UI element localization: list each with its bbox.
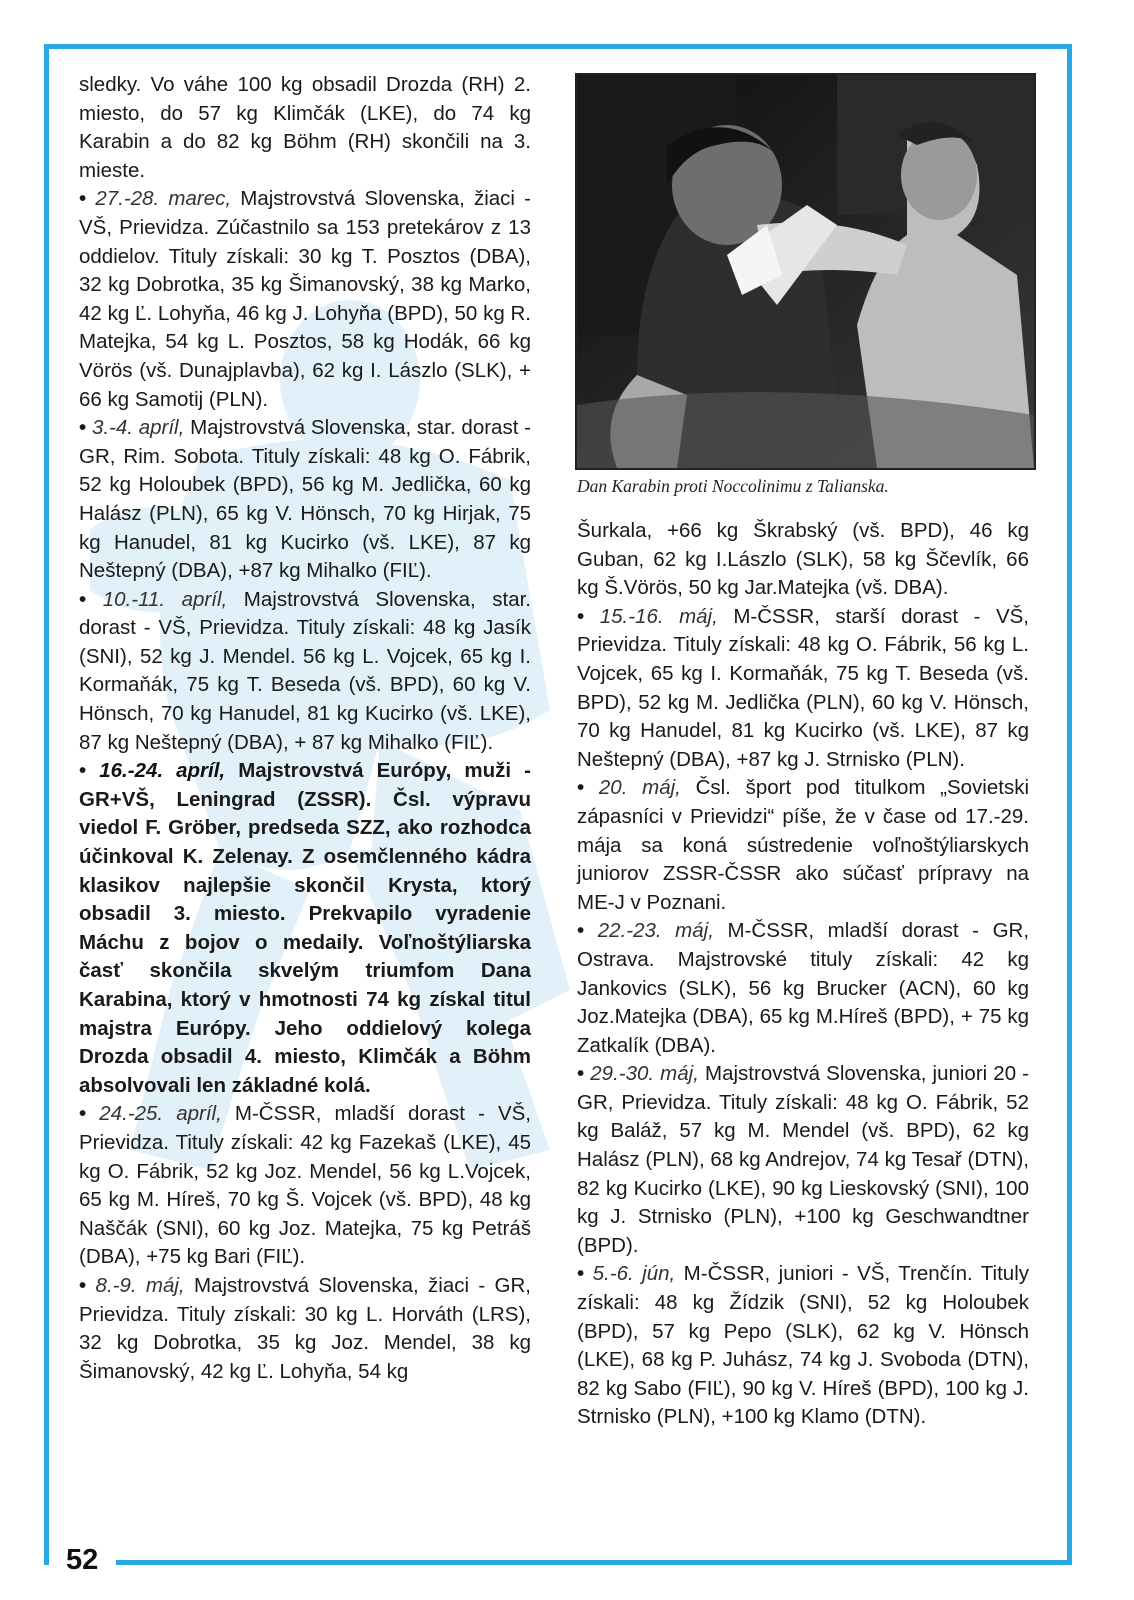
entry-date: 24.-25. apríl, <box>99 1102 222 1126</box>
bullet-icon: • <box>79 416 87 440</box>
entry-text: Majstrovstvá Slovenska, star. dorast - GR, Rim. Sobota. Tituly získali: 48 kg O. Fábrik, 52 kg Holoubek (BPD), 56 kg M. Jedlička, 60 kg Halász (PLN), 65 kg V. Hönsch, 70 kg Hirjak, 75 kg Hanudel, 81 kg Kucirko (vš. LKE), 87 kg Neštepný (DBA), +87 kg Mihalko (FIĽ). <box>79 416 531 583</box>
wrestling-photo <box>575 73 1036 470</box>
bullet-icon: • <box>79 759 87 783</box>
entry-date: 22.-23. máj, <box>597 919 714 943</box>
entry-text: Majstrovstvá Slovenska, žiaci - VŠ, Prievidza. Zúčastnilo sa 153 pretekárov z 13 oddielov. Tituly získali: 30 kg T. Posztos (DBA), 32 kg Dobrotka, 35 kg Šimanovský, 38 kg Marko, 42 kg Ľ. Lohyňa, 46 kg J. Lohyňa (BPD), 50 kg R. Matejka, 54 kg L. Posztos, 58 kg Hodák, 66 kg Vörös (vš. Dunajplavba), 62 kg I. Lászlo (SLK), + 66 kg Samotij (PLN). <box>79 187 532 411</box>
entry-date: 27.-28. marec, <box>95 187 232 211</box>
left-entry <box>79 185 531 414</box>
bullet-icon: • <box>577 776 585 800</box>
entry-date: 8.-9. máj, <box>95 1273 185 1297</box>
page-frame-top <box>44 44 1072 49</box>
right-intro-paragraph: Šurkala, +66 kg Škrabský (vš. BPD), 46 kg Guban, 62 kg I.Lászlo (SLK), 58 kg Ščevlík, 66 kg Š.Vörös, 50 kg Jar.Matejka (vš. DBA). <box>577 519 1029 600</box>
bullet-icon: • <box>79 587 87 611</box>
left-entry-highlight <box>79 757 531 1100</box>
bullet-icon: • <box>577 919 585 943</box>
bullet-icon: • <box>577 604 585 628</box>
wrestling-photo-image <box>577 75 1034 468</box>
page-frame-right <box>1067 44 1072 1565</box>
right-entry <box>577 917 1029 1060</box>
left-column <box>79 71 531 1386</box>
entry-text: Majstrovstvá Slovenska, žiaci - GR, Prievidza. Tituly získali: 30 kg L. Horváth (LRS), 32 kg Dobrotka, 35 kg Joz. Mendel, 38 kg Šimanovský, 42 kg Ľ. Lohyňa, 54 kg <box>79 1273 531 1383</box>
page-frame-left <box>44 44 49 1565</box>
entry-text: Majstrovstvá Európy, muži - GR+VŠ, Leningrad (ZSSR). Čsl. výpravu viedol F. Gröber, predseda SZZ, ako rozhodca účinkoval K. Zelenay. Z osemčlenného kádra klasikov najlepšie skončil Krysta, ktorý obsadil 3. miesto. Prekvapilo vyradenie Máchu z bojov o medaily. Voľnoštýliarska časť skončila skvelým triumfom Dana Karabina, ktorý v hmotnosti 74 kg získal titul majstra Európy. Jeho oddielový kolega Drozda obsadil 4. miesto, Klimčák a Böhm absolvovali len základné kolá. <box>79 759 531 1097</box>
right-entry <box>577 1060 1029 1260</box>
photo-caption: Dan Karabin proti Noccolinimu z Talianska. <box>577 476 889 496</box>
right-column <box>577 517 1029 1432</box>
page-number: 52 <box>66 1544 99 1576</box>
right-entry <box>577 1260 1029 1432</box>
entry-text: M-ČSSR, mladší dorast - GR, Ostrava. Majstrovské tituly získali: 42 kg Jankovics (SLK), 56 kg Brucker (ACN), 60 kg Joz.Matejka (DBA), 65 kg M.Híreš (BPD), + 75 kg Zatkalík (DBA). <box>577 919 1030 1057</box>
left-entry <box>79 586 531 758</box>
right-entry <box>577 774 1029 917</box>
left-entry <box>79 1100 531 1272</box>
entry-date: 10.-11. apríl, <box>102 587 228 611</box>
left-entry <box>79 1272 531 1386</box>
bullet-icon: • <box>79 1102 87 1126</box>
right-entry <box>577 603 1029 775</box>
left-intro-paragraph: sledky. Vo váhe 100 kg obsadil Drozda (RH) 2. miesto, do 57 kg Klimčák (LKE), do 74 kg Karabin a do 82 kg Böhm (RH) skončili na 3. mieste. <box>79 73 531 182</box>
entry-text: Majstrovstvá Slovenska, juniori 20 - GR, Prievidza. Tituly získali: 48 kg O. Fábrik, 52 kg Baláž, 57 kg M. Mendel (vš. BPD), 62 kg Halász (PLN), 68 kg Andrejov, 74 kg Tesař (DTN), 82 kg Kucirko (LKE), 90 kg Lieskovský (SNI), 100 kg J. Strnisko (PLN), +100 kg Geschwandtner (BPD). <box>577 1062 1030 1257</box>
left-entry <box>79 414 531 586</box>
entry-text: M-ČSSR, juniori - VŠ, Trenčín. Tituly získali: 48 kg Žídzik (SNI), 52 kg Holoubek (BPD), 57 kg Pepo (SLK), 62 kg V. Hönsch (LKE), 68 kg P. Juhász, 74 kg J. Svoboda (DTN), 82 kg Sabo (FIĽ), 90 kg V. Híreš (BPD), 100 kg J. Strnisko (PLN), +100 kg Klamo (DTN). <box>577 1262 1029 1429</box>
entry-date: 16.-24. apríl, <box>99 759 226 783</box>
bullet-icon: • <box>577 1062 585 1086</box>
bullet-icon: • <box>79 187 87 211</box>
entry-date: 29.-30. máj, <box>590 1062 699 1086</box>
entry-text: Majstrovstvá Slovenska, star. dorast - VŠ, Prievidza. Tituly získali: 48 kg Jasík (SNI), 52 kg J. Mendel. 56 kg L. Vojcek, 65 kg I. Kormaňák, 75 kg T. Beseda (vš. BPD), 60 kg V. Hönsch, 70 kg Hanudel, 81 kg Kucirko (vš. LKE), 87 kg Neštepný (DBA), + 87 kg Mihalko (FIĽ). <box>79 587 531 754</box>
page-frame-bottom <box>116 1560 1072 1565</box>
entry-text: Čsl. šport pod titulkom „Sovietski zápasníci v Prievidzi“ píše, že v čase od 17.-29. mája sa koná sústredenie voľnoštýliarskych juniorov ZSSR-ČSSR ako súčasť prípravy na ME-J v Poznani. <box>577 776 1029 914</box>
entry-date: 5.-6. jún, <box>592 1262 676 1286</box>
entry-date: 15.-16. máj, <box>599 604 718 628</box>
entry-date: 3.-4. apríl, <box>91 416 185 440</box>
entry-date: 20. máj, <box>598 776 681 800</box>
entry-text: M-ČSSR, starší dorast - VŠ, Prievidza. Tituly získali: 48 kg O. Fábrik, 56 kg L. Vojcek, 65 kg I. Kormaňák, 75 kg T. Beseda (vš. BPD), 52 kg M. Jedlička (PLN), 60 kg V. Hönsch, 70 kg Hanudel, 81 kg Kucirko (vš. LKE), 87 kg Neštepný (DBA), +87 kg J. Strnisko (PLN). <box>577 604 1029 771</box>
bullet-icon: • <box>577 1262 585 1286</box>
bullet-icon: • <box>79 1273 87 1297</box>
entry-text: M-ČSSR, mladší dorast - VŠ, Prievidza. Tituly získali: 42 kg Fazekaš (LKE), 45 kg O. Fábrik, 52 kg Joz. Mendel, 56 kg L.Vojcek, 65 kg M. Híreš, 70 kg Š. Vojcek (vš. BPD), 48 kg Naščák (SNI), 60 kg Joz. Matejka, 75 kg Petráš (DBA), +75 kg Bari (FIĽ). <box>79 1102 532 1269</box>
